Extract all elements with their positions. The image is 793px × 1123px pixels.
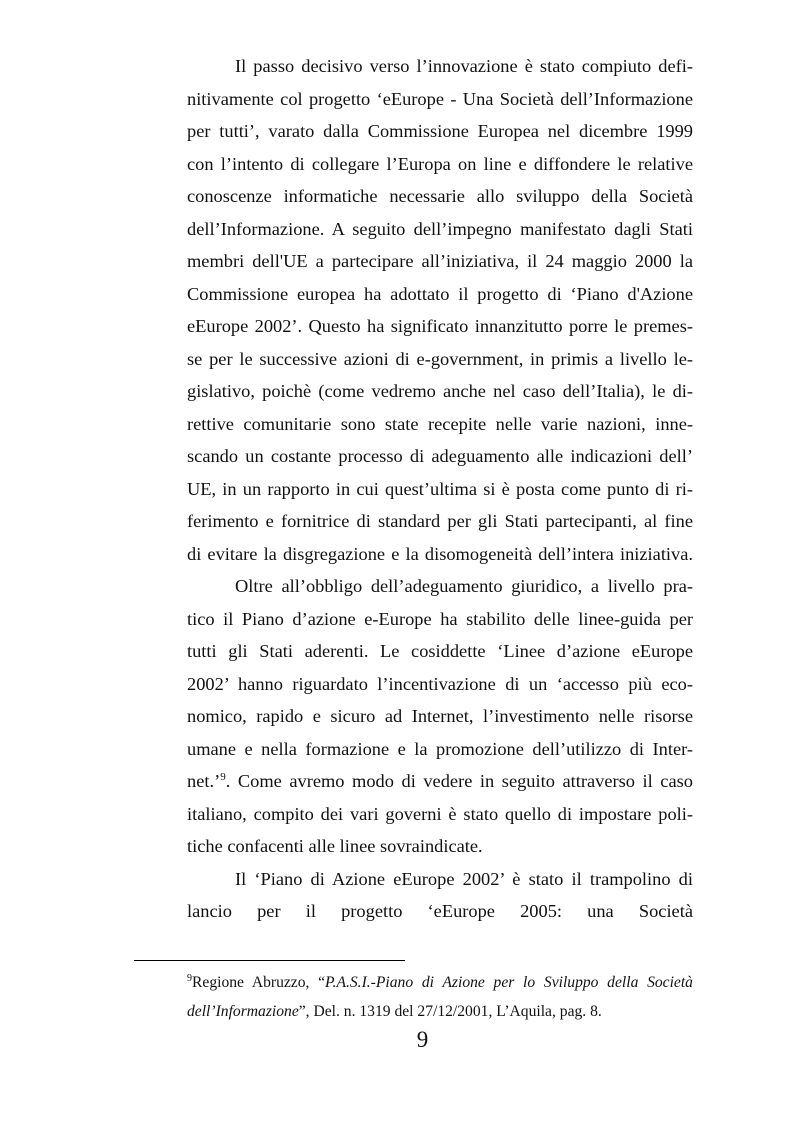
footnote-line <box>187 997 693 1026</box>
paragraph-2 <box>187 570 693 863</box>
footnote <box>187 968 693 1026</box>
text-line: scando un costante processo di adeguamento alle indicazioni dell’ <box>187 446 693 466</box>
text-line: nomico, rapido e sicuro ad Internet, l’investimento nelle risorse <box>187 706 693 726</box>
footnote-prefix: Regione Abruzzo, “ <box>192 974 326 991</box>
text-line: tutti gli Stati aderenti. Le cosiddette ‘Linee d’azione eEurope <box>187 641 693 661</box>
footnote-number: 9 <box>187 973 192 984</box>
text-line: membri dell'UE a partecipare all’iniziativa, il 24 maggio 2000 la <box>187 251 693 271</box>
text-line: Il passo decisivo verso l’innovazione è stato compiuto defi- <box>235 56 693 76</box>
text-line-with-footnote-ref <box>187 765 693 798</box>
text-line: rettive comunitarie sono state recepite nelle varie nazioni, inne- <box>187 413 693 434</box>
footnote-title: dell’Informazione <box>187 1003 299 1020</box>
text-line: italiano, compito dei vari governi è stato quello di impostare poli- <box>187 803 693 824</box>
text-line: conoscenze informatiche necessarie allo sviluppo della Società <box>187 186 693 206</box>
text-line: per tutti’, varato dalla Commissione Europea nel dicembre 1999 <box>187 121 693 141</box>
text-line: dell’Informazione. A seguito dell’impegno manifestato dagli Stati <box>187 218 693 239</box>
text-line: gislativo, poichè (come vedremo anche nel caso dell’Italia), le di- <box>187 381 693 401</box>
text-fragment: . Come avremo modo di vedere in seguito attraverso il caso <box>225 771 693 791</box>
footnote-suffix: ”, Del. n. 1319 del 27/12/2001, L’Aquila, pag. 8. <box>298 1003 602 1020</box>
text-line: con l’intento di collegare l’Europa on line e diffondere le relative <box>187 153 693 174</box>
text-line: nitivamente col progetto ‘eEurope - Una Società dell’Informazione <box>187 88 693 109</box>
text-line: Commissione europea ha adottato il progetto di ‘Piano d'Azione <box>187 283 693 304</box>
text-line: Il ‘Piano di Azione eEurope 2002’ è stato il trampolino di <box>235 868 693 889</box>
text-line: di evitare la disgregazione e la disomogeneità dell’intera iniziativa. <box>187 543 693 564</box>
footnote-line <box>187 968 693 997</box>
text-line: umane e nella formazione e la promozione dell’utilizzo di Inter- <box>187 738 693 759</box>
text-line: tico il Piano d’azione e-Europe ha stabilito delle linee-guida per <box>187 608 693 629</box>
text-line: UE, in un rapporto in cui quest’ultima si è posta come punto di ri- <box>187 478 693 499</box>
main-text <box>187 50 693 928</box>
paragraph-1 <box>187 50 693 570</box>
page-number: 9 <box>416 1027 429 1052</box>
text-line: eEurope 2002’. Questo ha significato innanzitutto porre le premes- <box>187 316 693 336</box>
footnote-reference: 9 <box>220 771 226 783</box>
footnote-title: P.A.S.I.-Piano di Azione per lo Sviluppo della Società <box>325 974 693 991</box>
text-line: lancio per il progetto ‘eEurope 2005: una Società <box>187 901 693 921</box>
text-line: tiche confacenti alle linee sovraindicate. <box>187 836 483 856</box>
text-fragment: net.’ <box>187 771 221 791</box>
paragraph-3 <box>187 863 693 928</box>
text-line: ferimento e fornitrice di standard per gli Stati partecipanti, al fine <box>187 511 693 531</box>
footnote-divider <box>134 960 405 961</box>
text-line: 2002’ hanno riguardato l’incentivazione di un ‘accesso più eco- <box>187 673 693 694</box>
text-line: se per le successive azioni di e-government, in primis a livello le- <box>187 348 693 369</box>
text-line: Oltre all’obbligo dell’adeguamento giuridico, a livello pra- <box>235 576 693 596</box>
